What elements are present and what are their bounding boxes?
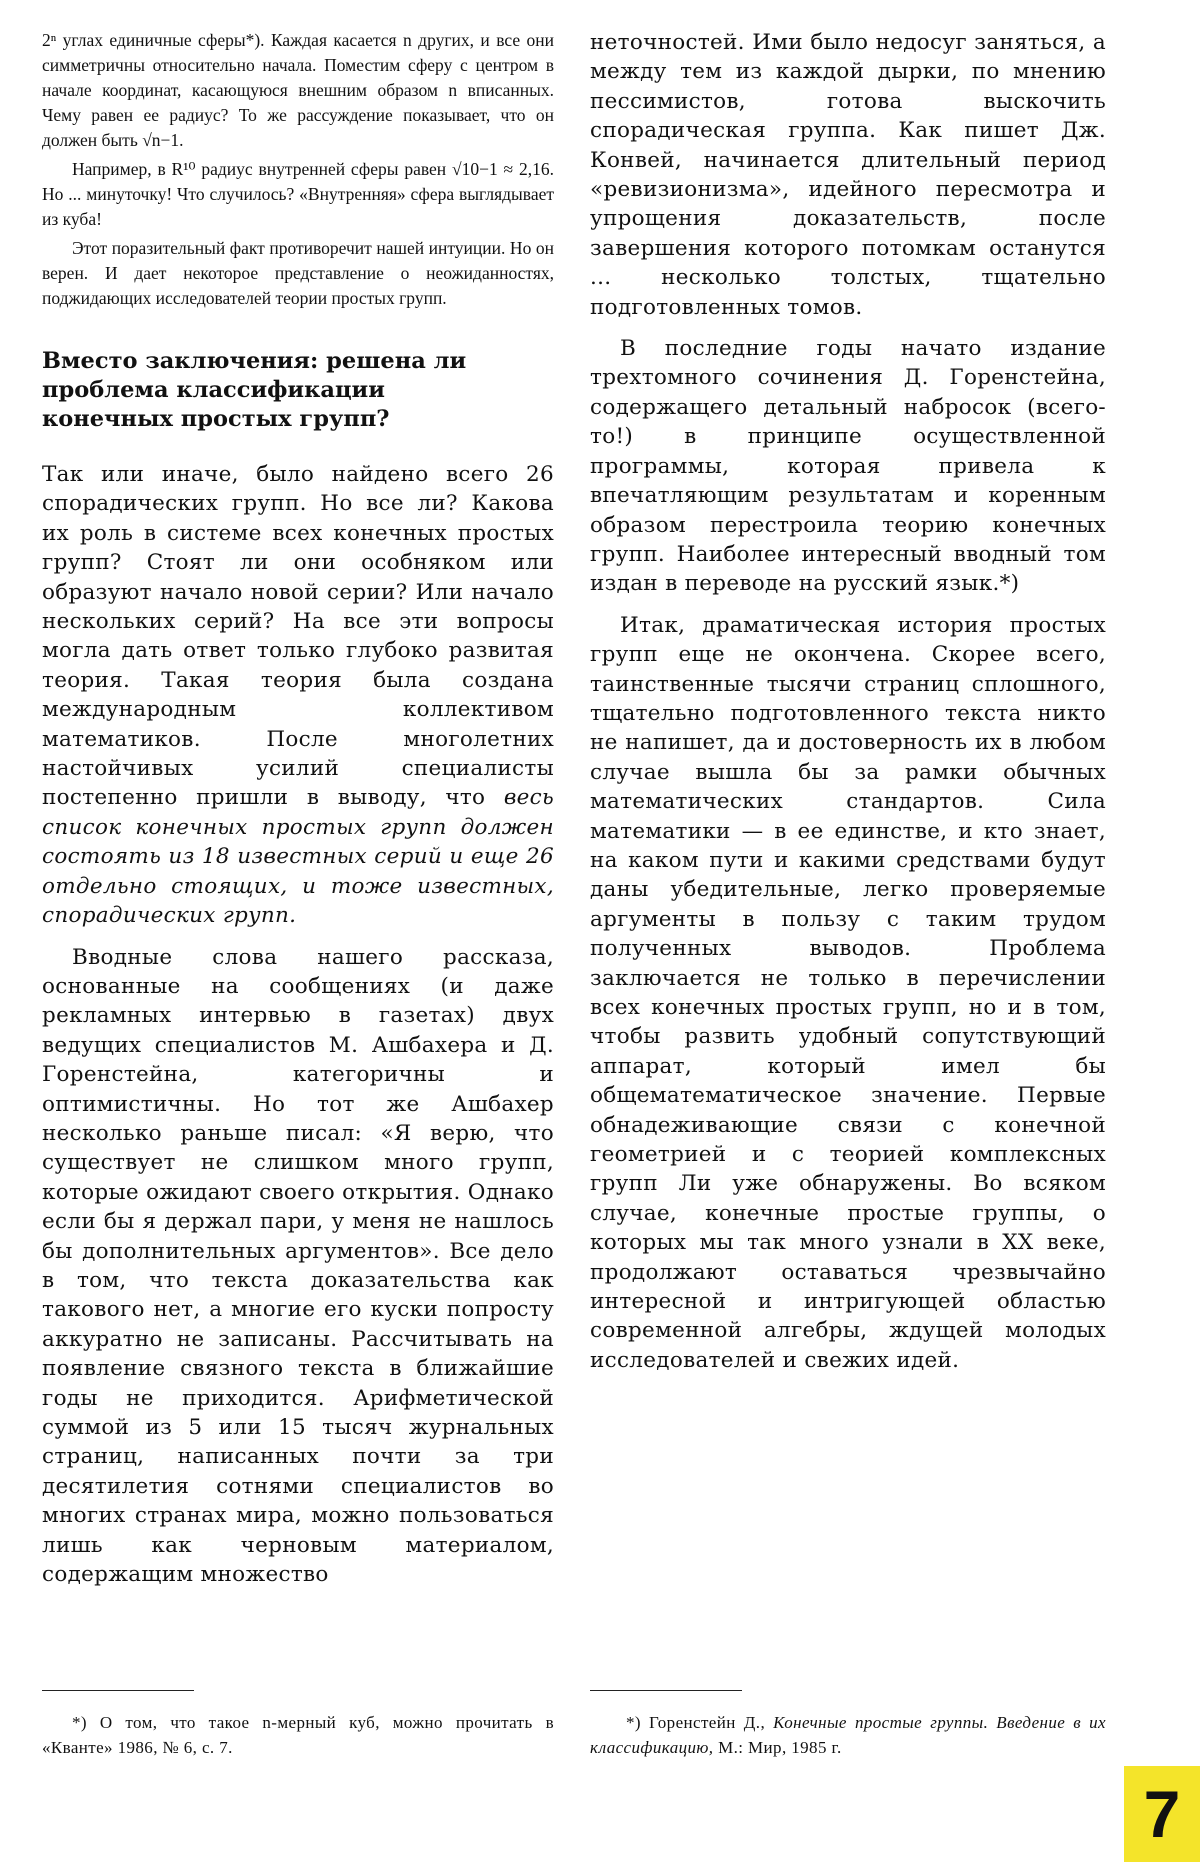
footnote-left: *) О том, что такое n-мерный куб, можно прочитать в «Кванте» 1986, № 6, с. 7. bbox=[42, 1713, 554, 1757]
page-number: 7 bbox=[1143, 1777, 1181, 1851]
heading-line-2: проблема классификации bbox=[42, 377, 385, 403]
footnote-right-italic: Конечные простые группы. Введение в их классификацию, bbox=[590, 1713, 1106, 1757]
right-paragraph-3: Итак, драматическая история простых групп еще не окончена. Скорее всего, таинственные тысячи страниц сплошного, тщательно подготовленного текста никто не напишет, да и достоверность их в любом случае вышла бы за рамки обычных математических стандартов. Сила математики — в ее единстве, и кто знает, на каком пути и какими средствами будут даны убедительные, легко проверяемые аргументы в пользу с таким трудом полученных выводов. Проблема заключается не только в перечислении всех конечных простых групп, но и в том, чтобы развить удобный сопутствующий аппарат, который имел бы общематематическое значение. Первые обнадеживающие связи с конечной геометрией и с теорией комплексных групп Ли уже обнаружены. Во всяком случае, конечные простые группы, о которых мы так много узнали в XX веке, продолжают оставаться чрезвычайно интересной и интригующей областью современной алгебры, ждущей молодых исследователей и свежих идей. bbox=[590, 612, 1106, 1373]
intro-paragraph-1: 2ⁿ углах единичные сферы*). Каждая касается n других, и все они симметричны относительно начала. Поместим сферу с центром в начале координат, касающуюся внешним образом n вписанных. Чему равен ее радиус? То же рассуждение показывает, что он должен быть √n−1. bbox=[42, 30, 555, 150]
footnote-right-suffix: М.: Мир, 1985 г. bbox=[713, 1738, 842, 1757]
footnote-right-prefix: *) Горенстейн Д., bbox=[626, 1713, 774, 1732]
body-paragraph-2: Вводные слова нашего рассказа, основанные на сообщениях (и даже рекламных интервью в газетах) двух ведущих специалистов М. Ашбахера и Д. Горенстейна, категоричны и оптимистичны. Но тот же Ашбахер несколько раньше писал: «Я верю, что существует не слишком много групп, которые ожидают своего открытия. Однако если бы я держал пари, у меня не нашлось бы дополнительных аргументов». Все дело в том, что текста доказательства как такового нет, а многие его куски попросту аккуратно не записаны. Рассчитывать на появление связного текста в ближайшие годы не приходится. Арифметической суммой из 5 или 15 тысяч журнальных страниц, написанных почти за три десятилетия сотнями специалистов во многих странах мира, можно пользоваться лишь как черновым материалом, содержащим множество bbox=[42, 944, 554, 1588]
left-column bbox=[42, 28, 554, 1601]
right-paragraph-2: В последние годы начато издание трехтомного сочинения Д. Горенстейна, содержащего детальный набросок (всего-то!) в принципе осуществленной программы, которая привела к впечатляющим результатам и коренным образом перестроила теорию конечных групп. Наиболее интересный вводный том издан в переводе на русский язык.*) bbox=[590, 336, 1106, 597]
body-paragraph-1 bbox=[42, 460, 554, 931]
page-number-box bbox=[1124, 1766, 1200, 1862]
intro-paragraph-2: Например, в R¹⁰ радиус внутренней сферы равен √10−1 ≈ 2,16. Но ... минуточку! Что случилось? «Внутренняя» сфера выглядывает из куба! bbox=[42, 159, 554, 229]
body-paragraph-1-text: Так или иначе, было найдено всего 26 спорадических групп. Но все ли? Какова их роль в системе всех конечных простых групп? Стоят ли они особняком или образуют начало новой серии? Или начало нескольких серий? На все эти вопросы могла дать ответ только глубоко развитая теория. Такая теория была создана международным коллективом математиков. После многолетних настойчивых усилий специалисты постепенно пришли в выводу, что bbox=[42, 462, 554, 811]
intro-paragraph-3: Этот поразительный факт противоречит нашей интуиции. Но он верен. И дает некоторое представление о неожиданностях, поджидающих исследователей теории простых групп. bbox=[42, 238, 554, 308]
heading-line-1: Вместо заключения: решена ли bbox=[42, 348, 467, 374]
footnote-divider-left bbox=[42, 1690, 194, 1691]
section-heading bbox=[42, 347, 554, 434]
right-column bbox=[590, 28, 1106, 1387]
right-paragraph-1: неточностей. Ими было недосуг заняться, а между тем из каждой дырки, по мнению пессимистов, готова выскочить спорадическая группа. Как пишет Дж. Конвей, начинается длительный период «ревизионизма», идейного пересмотра и упрощения доказательств, после завершения которого потомкам останутся ... несколько толстых, тщательно подготовленных томов. bbox=[590, 30, 1106, 320]
footnote-divider-right bbox=[590, 1690, 742, 1691]
footnote-right bbox=[590, 1710, 1106, 1760]
body-paragraph-1-italic: весь список конечных простых групп должен состоять из 18 известных серий и еще 26 отдельно стоящих, и тоже известных, спорадических групп. bbox=[42, 785, 554, 929]
heading-line-3: конечных простых групп? bbox=[42, 406, 390, 432]
